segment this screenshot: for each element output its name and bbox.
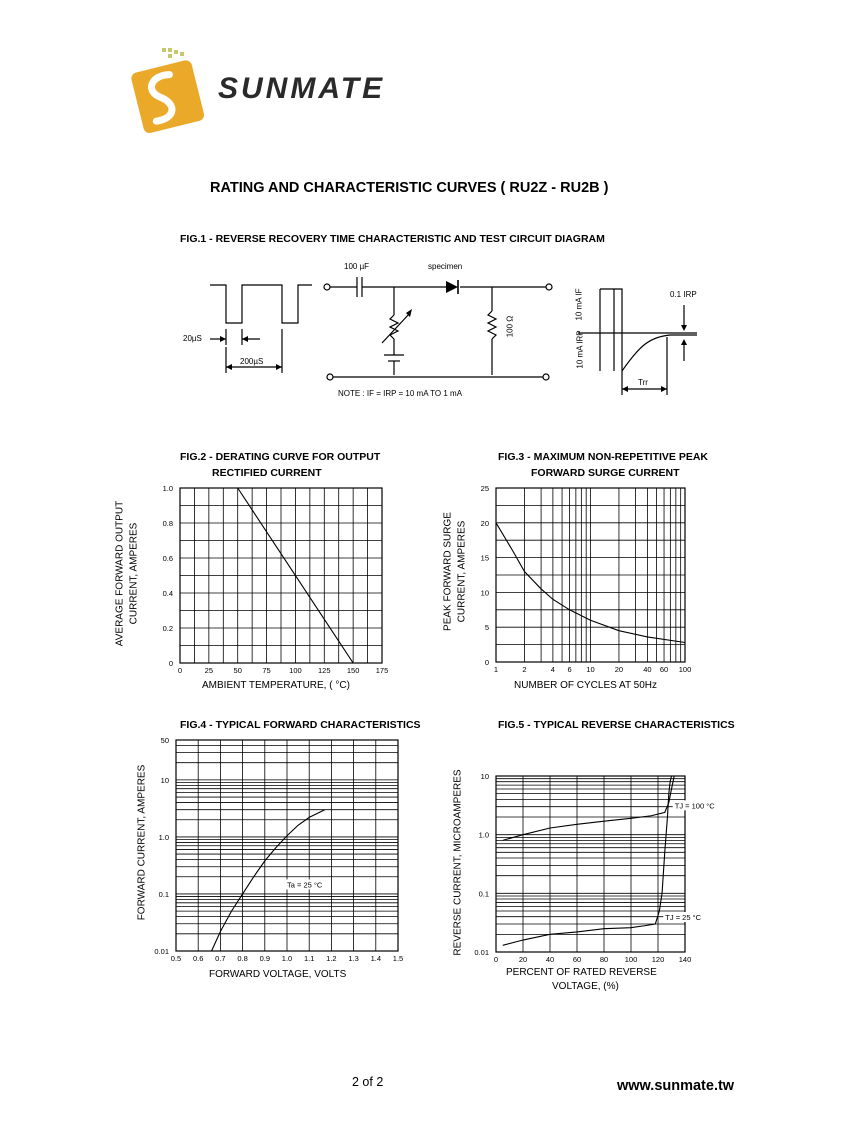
x-tick-label: 50	[233, 666, 242, 675]
specimen-label: specimen	[428, 262, 463, 271]
fig4-ylabel: FORWARD CURRENT, AMPERES	[136, 764, 148, 921]
if-label: 10 mA IF	[574, 288, 584, 321]
x-tick-label: 1.3	[348, 954, 359, 963]
y-tick-label: 0.8	[162, 519, 173, 528]
fig4-title: FIG.4 - TYPICAL FORWARD CHARACTERISTICS	[180, 719, 421, 731]
plot-frame	[496, 776, 685, 952]
fig1-title: FIG.1 - REVERSE RECOVERY TIME CHARACTERISTIC AND TEST CIRCUIT DIAGRAM	[180, 233, 605, 245]
fig2-ylabel-line2: CURRENT, AMPERES	[128, 522, 140, 625]
y-tick-label: 25	[480, 484, 489, 493]
fig3-ylabel-line1: PEAK FORWARD SURGE	[442, 512, 454, 631]
fig3-title-line2: FORWARD SURGE CURRENT	[531, 467, 680, 479]
x-tick-label: 140	[678, 955, 692, 964]
cap-label: 100 µF	[344, 262, 370, 271]
brand-name: SUNMATE	[218, 72, 386, 105]
x-tick-label: 100	[624, 955, 638, 964]
x-tick-label: 10	[586, 665, 595, 674]
x-tick-label: 0.8	[237, 954, 248, 963]
y-tick-label: 0	[168, 659, 173, 668]
period-label: 200µS	[240, 357, 264, 366]
fig3-xlabel: NUMBER OF CYCLES AT 50Hz	[514, 680, 657, 691]
x-tick-label: 1.0	[281, 954, 293, 963]
fig2-title-line2: RECTIFIED CURRENT	[212, 467, 322, 479]
resistor-label: 100 Ω	[505, 315, 515, 338]
x-tick-label: 1	[493, 665, 499, 674]
x-tick-label: 2	[522, 665, 527, 674]
y-tick-label: 15	[480, 553, 489, 563]
y-tick-label: 1.0	[158, 832, 169, 842]
y-tick-label: 0.01	[474, 948, 489, 957]
y-tick-label: 20	[480, 518, 489, 528]
fig4-xlabel: FORWARD VOLTAGE, VOLTS	[209, 969, 347, 980]
page-number: 2 of 2	[352, 1075, 384, 1089]
fig3-ylabel-line2: CURRENT, AMPERES	[456, 520, 468, 623]
annotation-label: Ta = 25 °C	[287, 880, 323, 890]
fig5-xlabel-line2: VOLTAGE, (%)	[552, 981, 619, 992]
x-tick-label: 6	[567, 665, 572, 674]
irp-label: 10 mA IRP	[575, 330, 585, 369]
x-tick-label: 120	[651, 955, 665, 964]
x-tick-label: 40	[643, 665, 652, 674]
series-label: TJ = 25 °C	[665, 913, 702, 923]
y-tick-label: 1.0	[478, 830, 489, 840]
irp01-label: 0.1 IRP	[670, 290, 697, 299]
x-tick-label: 1.2	[326, 954, 337, 963]
x-tick-label: 40	[545, 955, 555, 964]
fig3-chart	[470, 480, 705, 680]
y-tick-label: 0	[484, 658, 489, 667]
y-tick-label: 0.2	[162, 624, 173, 633]
x-tick-label: 1.4	[370, 954, 382, 963]
x-tick-label: 100	[678, 665, 692, 674]
footer-website-link[interactable]: www.sunmate.tw	[617, 1078, 735, 1094]
x-tick-label: 20	[518, 955, 528, 964]
x-tick-label: 175	[375, 666, 389, 675]
y-tick-label: 0.4	[162, 589, 173, 598]
y-tick-label: 0.01	[154, 947, 169, 956]
y-tick-label: 10	[160, 775, 169, 785]
x-tick-label: 75	[262, 666, 271, 675]
x-tick-label: 60	[659, 665, 669, 674]
fig2-ylabel-line1: AVERAGE FORWARD OUTPUT	[114, 500, 126, 647]
fig4-chart	[150, 735, 412, 970]
pulse-waveform	[210, 285, 312, 323]
y-tick-label: 0.6	[162, 554, 173, 563]
x-tick-label: 0.7	[215, 954, 226, 963]
fig5-ylabel: REVERSE CURRENT, MICROAMPERES	[452, 769, 464, 956]
brand-logo	[124, 46, 394, 136]
x-tick-label: 1.1	[303, 954, 315, 963]
x-tick-label: 0	[493, 955, 499, 964]
fig3-title-line1: FIG.3 - MAXIMUM NON-REPETITIVE PEAK	[498, 451, 709, 463]
x-tick-label: 1.5	[392, 954, 404, 963]
x-tick-label: 125	[318, 666, 331, 675]
y-tick-label: 10	[480, 588, 489, 598]
x-tick-label: 100	[289, 666, 302, 675]
fig2-xlabel: AMBIENT TEMPERATURE, ( °C)	[202, 680, 350, 691]
x-tick-label: 80	[599, 955, 609, 964]
y-tick-label: 10	[480, 772, 489, 781]
x-tick-label: 20	[614, 665, 624, 674]
fig2-chart	[150, 480, 400, 680]
y-tick-label: 0.1	[478, 889, 489, 899]
fig5-title: FIG.5 - TYPICAL REVERSE CHARACTERISTICS	[498, 719, 735, 731]
x-tick-label: 150	[346, 666, 360, 675]
pulse-width-label: 20µS	[183, 334, 202, 343]
y-tick-label: 50	[160, 736, 169, 745]
series-label: TJ = 100 °C	[674, 801, 715, 811]
y-tick-label: 1.0	[162, 484, 173, 493]
fig5-xlabel-line1: PERCENT OF RATED REVERSE	[506, 967, 657, 978]
x-tick-label: 60	[572, 955, 582, 964]
x-tick-label: 0	[177, 666, 183, 675]
x-tick-label: 0.9	[259, 954, 271, 963]
trr-label: Trr	[638, 378, 648, 387]
y-tick-label: 5	[484, 623, 489, 633]
series-line	[503, 776, 674, 840]
x-tick-label: 25	[204, 666, 214, 675]
series-line	[503, 776, 672, 945]
fig5-chart	[470, 768, 715, 968]
fig2-title-line1: FIG.2 - DERATING CURVE FOR OUTPUT	[180, 451, 381, 463]
x-tick-label: 0.5	[170, 954, 182, 963]
note-label: NOTE : IF = IRP = 10 mA TO 1 mA	[338, 389, 463, 398]
x-tick-label: 4	[550, 665, 555, 674]
x-tick-label: 0.6	[192, 954, 204, 963]
page-title: RATING AND CHARACTERISTIC CURVES ( RU2Z - RU2B )	[210, 180, 609, 196]
y-tick-label: 0.1	[158, 889, 169, 899]
